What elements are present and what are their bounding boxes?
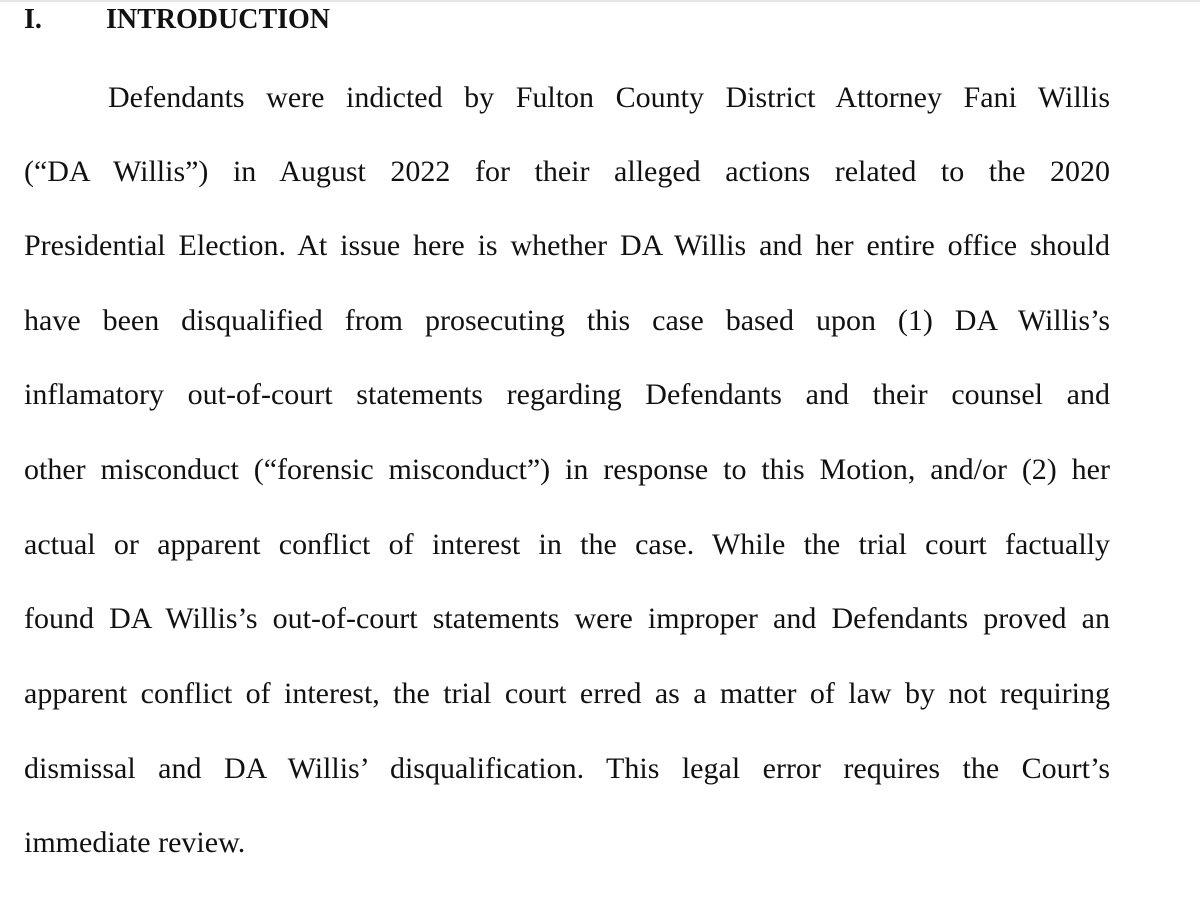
paragraph-line: inflamatory out-of-court statements regarding Defendants and their counsel and [24,378,1110,411]
paragraph-line: dismissal and DA Willis’ disqualification. This legal error requires the Court’s [24,752,1110,785]
paragraph-line: found DA Willis’s out-of-court statements were improper and Defendants proved an [24,602,1110,635]
section-title: INTRODUCTION [106,4,331,35]
paragraph-line: actual or apparent conflict of interest in the case. While the trial court factually [24,528,1110,561]
paragraph-line: other misconduct (“forensic misconduct”) in response to this Motion, and/or (2) her [24,453,1110,486]
paragraph-line: Defendants were indicted by Fulton County District Attorney Fani Willis [108,81,1110,114]
paragraph-line: immediate review. [24,826,246,859]
paragraph-line: (“DA Willis”) in August 2022 for their alleged actions related to the 2020 [24,155,1110,188]
paragraph-line: apparent conflict of interest, the trial court erred as a matter of law by not requiring [24,677,1110,710]
section-number: I. [24,4,42,35]
paragraph-line: Presidential Election. At issue here is whether DA Willis and her entire office should [24,229,1110,262]
paragraph-line: have been disqualified from prosecuting this case based upon (1) DA Willis’s [24,304,1110,337]
